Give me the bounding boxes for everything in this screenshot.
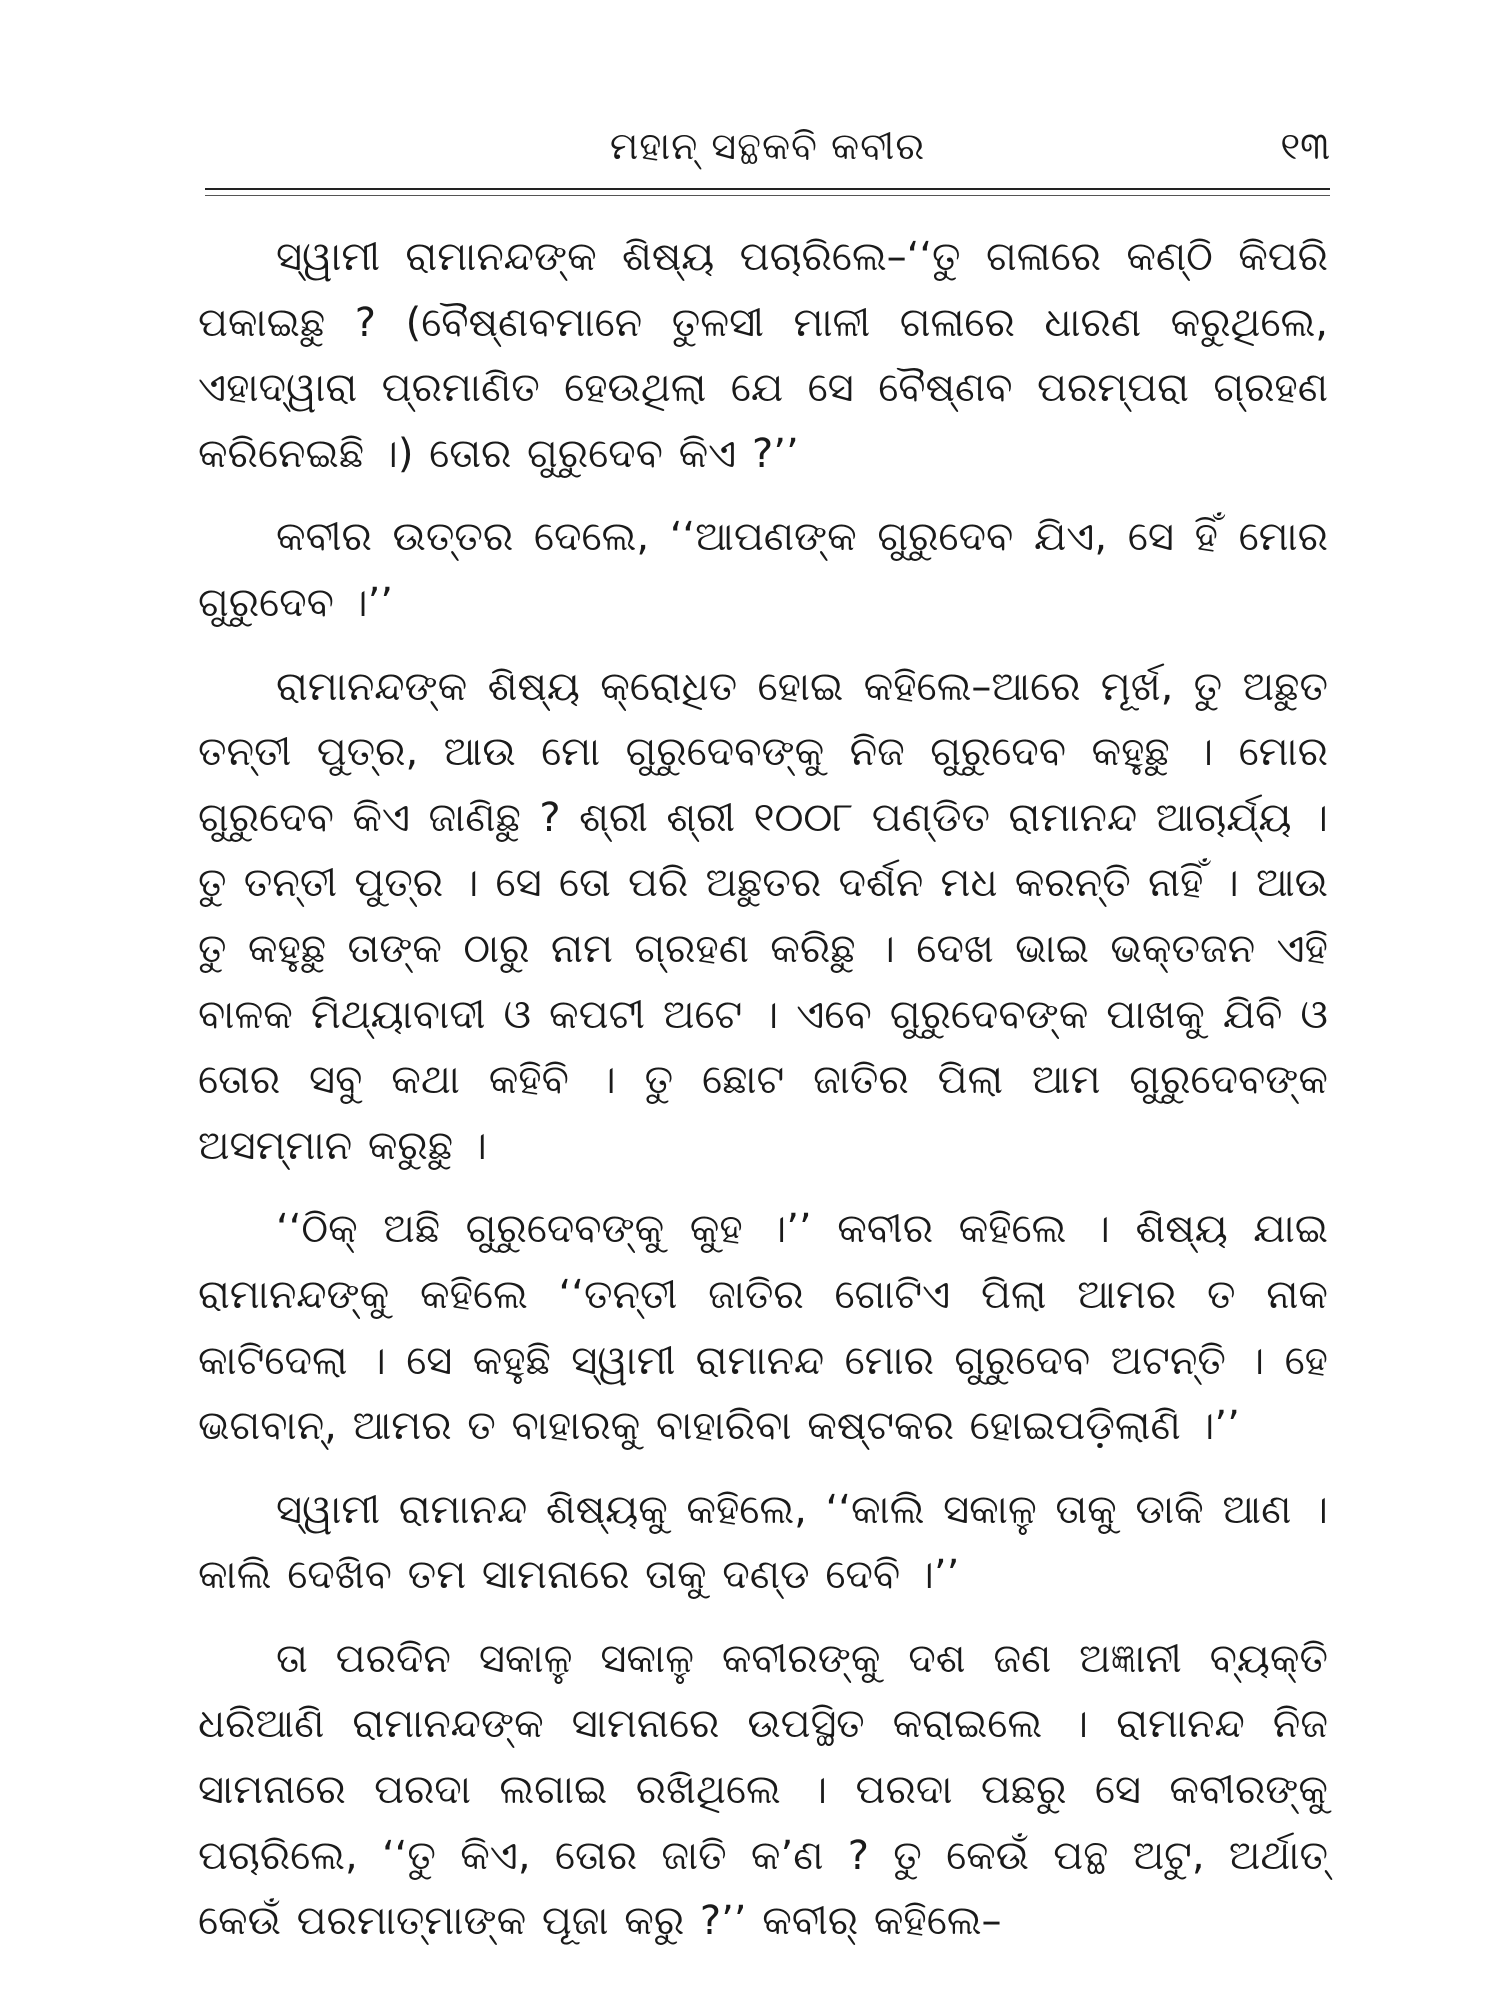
header-rule-secondary (205, 195, 1330, 196)
running-title: ମହାନ୍ ସନ୍ଥକବି କବୀର (609, 124, 926, 168)
body-text (198, 225, 1328, 1973)
paragraph: ‘‘ଠିକ୍ ଅଛି ଗୁରୁଦେବଙ୍କୁ କୁହ ।’’ କବୀର କହିଲେ । ଶିଷ୍ୟ ଯାଇ ରାମାନନ୍ଦଙ୍କୁ କହିଲେ ‘‘ତନ୍ତୀ ଜାତିର ଗୋଟିଏ ପିଲା ଆମର ତ ନାକ କାଟିଦେଲା । ସେ କହୁଛି ସ୍ୱାମୀ ରାମାନନ୍ଦ ମୋର ଗୁରୁଦେବ ଅଟନ୍ତି । ହେ ଭଗବାନ୍, ଆମର ତ ବାହାରକୁ ବାହାରିବା କଷ୍ଟକର ହୋଇପଡ଼ିଲାଣି ।’’ (198, 1206, 1328, 1450)
page-number: ୧୩ (1280, 124, 1330, 168)
paragraph: ସ୍ୱାମୀ ରାମାନନ୍ଦ ଶିଷ୍ୟକୁ କହିଲେ, ‘‘କାଲି ସକାଳୁ ତାକୁ ଡାକି ଆଣ । କାଲି ଦେଖିବ ତମ ସାମନାରେ ତାକୁ ଦଣ୍ଡ ଦେବି ।’’ (198, 1486, 1328, 1599)
paragraph: ରାମାନନ୍ଦଙ୍କ ଶିଷ୍ୟ କ୍ରୋଧିତ ହୋଇ କହିଲେ–ଆରେ ମୂର୍ଖ, ତୁ ଅଛୁତ ତନ୍ତୀ ପୁତ୍ର, ଆଉ ମୋ ଗୁରୁଦେବଙ୍କୁ ନିଜ ଗୁରୁଦେବ କହୁଛୁ । ମୋର ଗୁରୁଦେବ କିଏ ଜାଣିଛୁ ? ଶ୍ରୀ ଶ୍ରୀ ୧୦୦୮ ପଣ୍ଡିତ ରାମାନନ୍ଦ ଆଚାର୍ଯ୍ୟ । ତୁ ତନ୍ତୀ ପୁତ୍ର । ସେ ତୋ ପରି ଅଛୁତର ଦର୍ଶନ ମଧ କରନ୍ତି ନାହିଁ । ଆଉ ତୁ କହୁଛୁ ତାଙ୍କ ଠାରୁ ନାମ ଗ୍ରହଣ କରିଛୁ । ଦେଖ ଭାଇ ଭକ୍ତଜନ ଏହି ବାଳକ ମିଥ୍ୟାବାଦୀ ଓ କପଟୀ ଅଟେ । ଏବେ ଗୁରୁଦେବଙ୍କ ପାଖକୁ ଯିବି ଓ ତୋର ସବୁ କଥା କହିବି । ତୁ ଛୋଟ ଜାତିର ପିଲା ଆମ ଗୁରୁଦେବଙ୍କ ଅସମ୍ମାନ କରୁଛୁ । (198, 663, 1328, 1169)
paragraph: ତା ପରଦିନ ସକାଳୁ ସକାଳୁ କବୀରଙ୍କୁ ଦଶ ଜଣ ଅଜ୍ଞାନୀ ବ୍ୟକ୍ତି ଧରିଆଣି ରାମାନନ୍ଦଙ୍କ ସାମନାରେ ଉପସ୍ଥିତ କରାଇଲେ । ରାମାନନ୍ଦ ନିଜ ସାମନାରେ ପରଦା ଲଗାଇ ରଖିଥିଲେ । ପରଦା ପଛରୁ ସେ କବୀରଙ୍କୁ ପଚାରିଲେ, ‘‘ତୁ କିଏ, ତୋର ଜାତି କ’ଣ ? ତୁ କେଉଁ ପନ୍ଥ ଅଟୁ, ଅର୍ଥାତ୍ କେଉଁ ପରମାତ୍ମାଙ୍କ ପୂଜା କରୁ ?’’ କବୀର୍ କହିଲେ– (198, 1635, 1328, 1945)
paragraph: କବୀର ଉତ୍ତର ଦେଲେ, ‘‘ଆପଣଙ୍କ ଗୁରୁଦେବ ଯିଏ, ସେ ହିଁ ମୋର ଗୁରୁଦେବ ।’’ (198, 514, 1328, 626)
header-rule (205, 188, 1330, 190)
running-header (205, 118, 1330, 178)
paragraph: ସ୍ୱାମୀ ରାମାନନ୍ଦଙ୍କ ଶିଷ୍ୟ ପଚାରିଲେ–‘‘ତୁ ଗଳାରେ କଣ୍ଠି କିପରି ପକାଇଛୁ ? (ବୈଷ୍ଣବମାନେ ତୁଳସୀ ମାଳୀ ଗଳାରେ ଧାରଣ କରୁଥିଲେ, ଏହାଦ୍ୱାରା ପ୍ରମାଣିତ ହେଉଥିଲା ଯେ ସେ ବୈଷ୍ଣବ ପରମ୍ପରା ଗ୍ରହଣ କରିନେଇଛି ।) ତୋର ଗୁରୁଦେବ କିଏ ?’’ (198, 234, 1328, 477)
